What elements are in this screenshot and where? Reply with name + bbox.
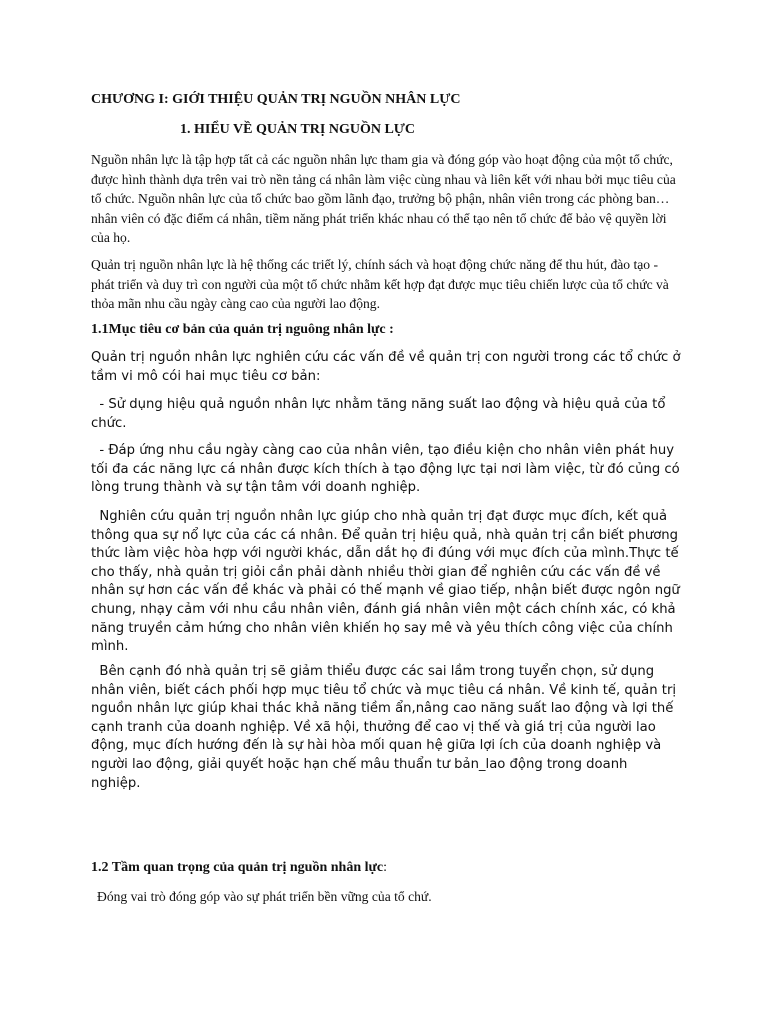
paragraph-importance: Đóng vai trò đóng góp vào sự phát triển bền vững của tổ chứ. (97, 889, 432, 904)
paragraph-research: Nghiên cứu quản trị nguồn nhân lực giúp cho nhà quản trị đạt được mục đích, kết quả thông qua sự nổ lực của các cá nhân. Để quản trị hiệu quả, nhà quản trị cần biết phương thức làm việc hòa hợp với người khác, dẫn dắt họ đi đúng với mục đích của mình.Thực tế cho thấy, nhà quản trị giỏi cần phải dành nhiều thời gian để nghiên cứu các vấn đề về nhân sự hơn các vấn đề khác và phải có thế mạnh về giao tiếp, nhận biết được ngôn ngữ chung, nhạy cảm với nhu cầu nhân viên, đánh giá nhân viên một cách chính xác, có khả năng truyền cảm hứng cho nhân viên khiến họ say mê và yêu thích công việc của chính mình. (91, 509, 684, 655)
subsection-title-importance (91, 860, 387, 876)
paragraph-goal-2: - Đáp ứng nhu cầu ngày càng cao của nhân viên, tạo điều kiện cho nhân viên phát huy tối đa các năng lực cá nhân được kích thích à tạo động lực tại nơi làm việc, từ đó củng có lòng trung thành và sự tận tâm với doanh nghiệp. (91, 443, 684, 496)
chapter-title: CHƯƠNG I: GIỚI THIỆU QUẢN TRỊ NGUỒN NHÂN LỰC (91, 92, 461, 107)
paragraph-goals-intro: Quản trị nguồn nhân lực nghiên cứu các vấn đề về quản trị con người trong các tổ chức ở tầm vi mô cói hai mục tiêu cơ bản: (91, 350, 681, 384)
subsection-title-colon: : (383, 860, 388, 875)
section-title: 1. HIỂU VỀ QUẢN TRỊ NGUỒN LỰC (180, 122, 416, 137)
paragraph-benefits: Bên cạnh đó nhà quản trị sẽ giảm thiểu được các sai lầm trong tuyển chọn, sử dụng nhân viên, biết cách phối hợp mục tiêu tổ chức và mục tiêu cá nhân. Về kinh tế, quản trị nguồn nhân lực giúp khai thác khả năng tiềm ẩn,nâng cao năng suất lao động và lợi thế cạnh tranh của doanh nghiệp. Về xã hội, thưởng để cao vị thế và giá trị của người lao động, mục đích hướng đến là sự hài hòa mối quan hệ giữa lợi ích của doanh nghiệp và người lao động, giải quyết hoặc hạn chế mâu thuẩn tư bản_lao động trong doanh nghiệp. (91, 664, 681, 791)
paragraph-goal-1: - Sử dụng hiệu quả nguồn nhân lực nhằm tăng năng suất lao động và hiệu quả của tổ chức. (91, 397, 670, 431)
subsection-title-importance-text: 1.2 Tầm quan trọng của quản trị nguồn nhân lực (91, 860, 384, 875)
paragraph-definition-hrm: Quản trị nguồn nhân lực là hệ thống các triết lý, chính sách và hoạt động chức năng để thu hút, đào tạo - phát triển và duy trì con người của một tổ chức nhằm kết hợp đạt được mục tiêu chiến lược của tổ chức và thỏa mãn nhu cầu ngày càng cao của người lao động. (91, 257, 669, 311)
paragraph-definition-hr: Nguồn nhân lực là tập hợp tất cả các nguồn nhân lực tham gia và đóng góp vào hoạt động của một tổ chức, được hình thành dựa trên vai trò nền tảng cá nhân làm việc cùng nhau và liên kết với nhau bởi mục tiêu của tổ chức. Nguồn nhân lực của tổ chức bao gồm lãnh đạo, trưởng bộ phận, nhân viên trong các phòng ban… nhân viên có đặc điểm cá nhân, tiềm năng phát triển khác nhau có thể tạo nên tổ chức để bảo vệ quyền lời của họ. (91, 152, 676, 245)
subsection-title-goals: 1.1Mục tiêu cơ bản của quản trị nguông nhân lực : (91, 322, 394, 337)
